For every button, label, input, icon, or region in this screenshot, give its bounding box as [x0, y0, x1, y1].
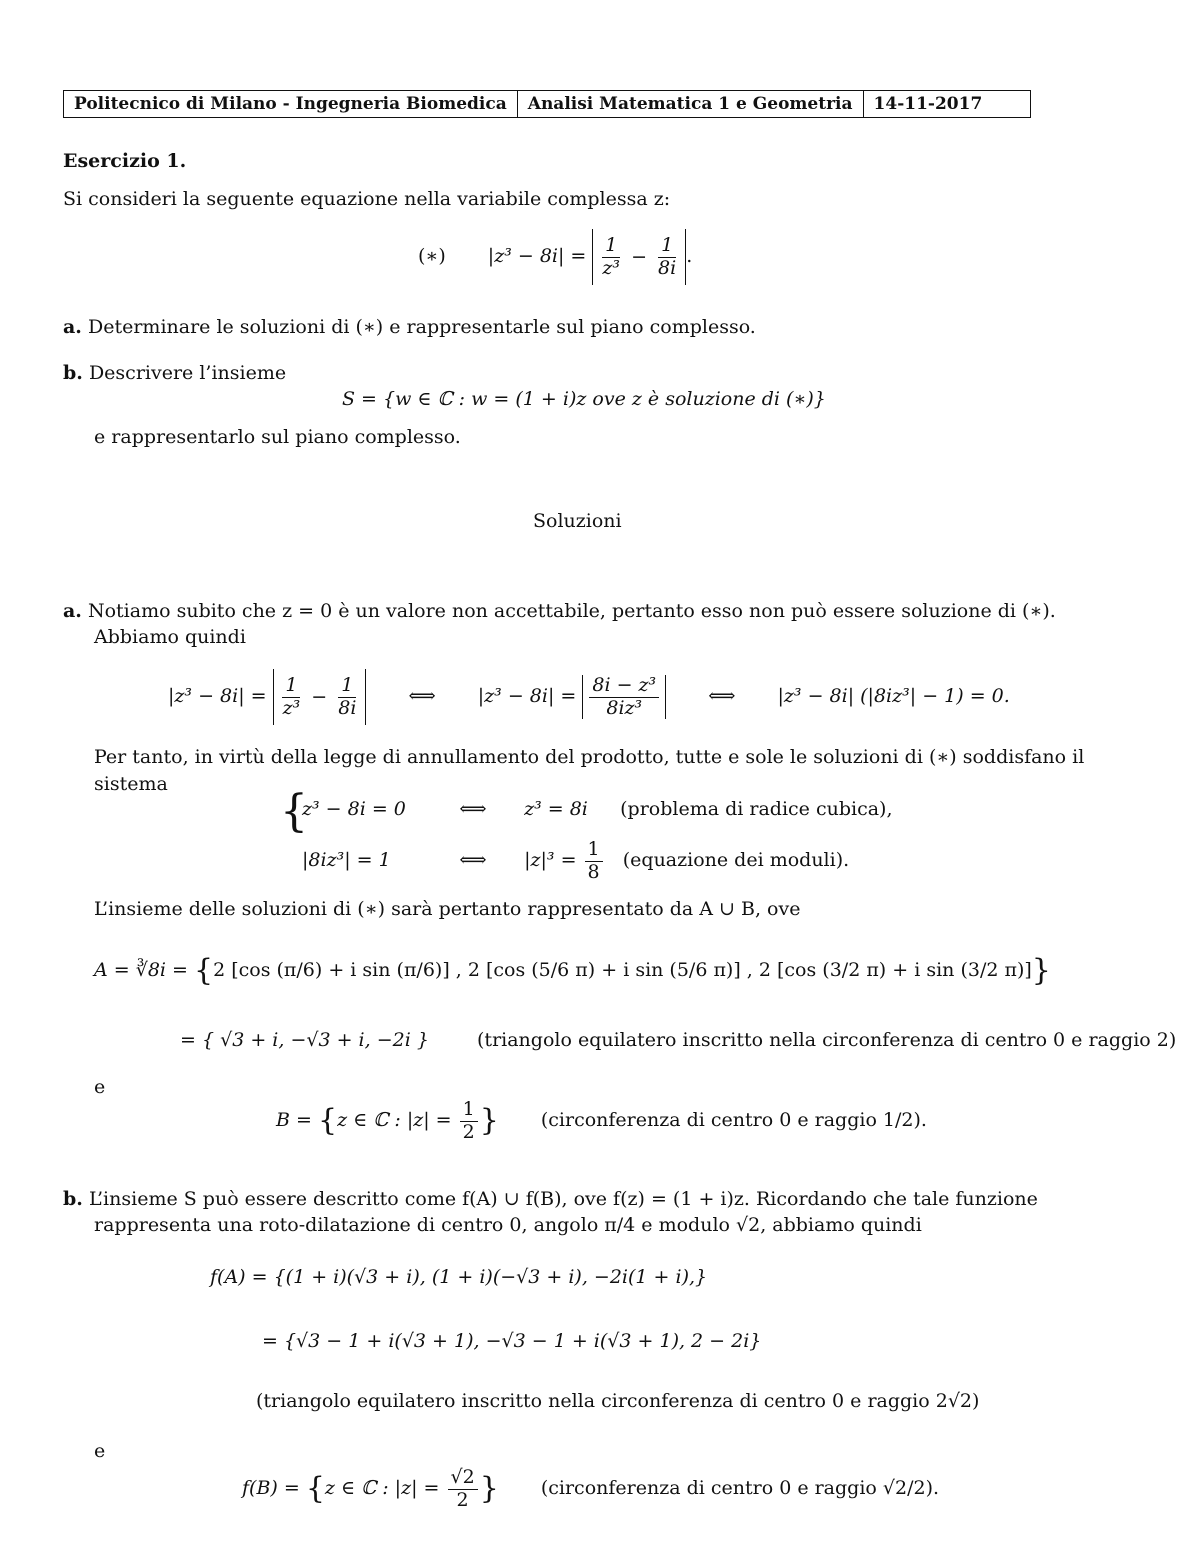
image-of-a: f(A) = {(1 + i)(√3 + i), (1 + i)(−√3 + i), −2i(1 + i),} [210, 1266, 708, 1288]
connector-e-1: e [94, 1076, 106, 1098]
part-a-text: Determinare le soluzioni di (∗) e rappresentarle sul piano complesso. [87, 316, 756, 338]
solution-a-line4: sistema [94, 773, 168, 795]
image-of-a-simplified: = {√3 − 1 + i(√3 + 1), −√3 − 1 + i(√3 + 1), 2 − 2i} [262, 1330, 762, 1352]
connector-e-2: e [94, 1440, 106, 1462]
header-date: 14-11-2017 [873, 94, 983, 114]
image-of-b: f(B) = {z ∈ ℂ : |z| = $\frac{√2}{2}$ } (circonferenza di centro 0 e raggio √2/2). [242, 1465, 940, 1511]
system-brace: { [280, 786, 308, 837]
equation-rhs-abs: $\frac{1}{\text{z³}}$ − $\frac{1}{8i}$ [592, 229, 686, 285]
solution-a-line1: a. Notiamo subito che z = 0 è un valore non accettabile, pertanto esso non può essere soluzione di (∗). [63, 600, 1056, 622]
solution-b-line2: rappresenta una roto-dilatazione di centro 0, angolo π/4 e modulo √2, abbiamo quindi [94, 1214, 922, 1236]
set-a-definition: A = ∛8i = {2 [cos (π/6) + i sin (π/6)] , 2 [cos (5/6 π) + i sin (5/6 π)] , 2 [cos (3/2 π) + i sin (3/2 π)]} [94, 953, 1051, 988]
part-b: b. Descrivere l’insieme [63, 362, 287, 384]
header-institution: Politecnico di Milano - Ingegneria Biomedica [64, 91, 518, 117]
system-row-1: z³ − 8i = 0 ⟺ z³ = 8i (problema di radice cubica), [302, 798, 893, 820]
image-of-a-note: (triangolo equilatero inscritto nella circonferenza di centro 0 e raggio 2√2) [256, 1390, 980, 1412]
part-b-text: Descrivere l’insieme [88, 362, 287, 384]
system-row-2: |8iz³| = 1 ⟺ |z|³ = $\frac{1}{8}$ (equazione dei moduli). [302, 837, 850, 883]
header-box [63, 90, 1031, 118]
solution-a-line5: L’insieme delle soluzioni di (∗) sarà pertanto rappresentato da A ∪ B, ove [94, 898, 801, 920]
solution-b-line1: b. L’insieme S può essere descritto come f(A) ∪ f(B), ove f(z) = (1 + i)z. Ricordando che tale funzione [63, 1188, 1038, 1210]
solution-a-line3: Per tanto, in virtù della legge di annullamento del prodotto, tutte e sole le soluzioni di (∗) soddisfano il [94, 746, 1085, 768]
header-course: Analisi Matematica 1 e Geometria [518, 91, 864, 117]
solutions-title: Soluzioni [533, 510, 622, 532]
part-a: a. Determinare le soluzioni di (∗) e rappresentarle sul piano complesso. [63, 316, 756, 338]
equation-chain: |z³ − 8i| = $\frac{1}{\text{z³}}$ − $\frac{1}{8i}$ ⟺ |z³ − 8i| = $\frac{\text{8i − z³}}{\text{8iz³}}$ ⟺ |z³ − 8i| (|8iz³| − 1) = 0. [168, 668, 1010, 725]
set-b-definition: B = {z ∈ ℂ : |z| = $\frac{1}{2}$ } (circonferenza di centro 0 e raggio 1/2). [276, 1097, 927, 1143]
part-b-tail: e rappresentarlo sul piano complesso. [94, 426, 461, 448]
solution-a-line2: Abbiamo quindi [94, 626, 246, 648]
exercise-intro: Si consideri la seguente equazione nella variabile complessa z: [63, 188, 671, 210]
equation-lhs: |z³ − 8i| = [487, 245, 587, 267]
exercise-title: Esercizio 1. [63, 150, 187, 172]
equation-star-label: (∗) [418, 245, 446, 267]
set-s-definition: S = {w ∈ ℂ : w = (1 + i)z ove z è soluzione di (∗)} [342, 388, 826, 410]
set-a-values: = { √3 + i, −√3 + i, −2i } (triangolo equilatero inscritto nella circonferenza di centro 0 e raggio 2) [180, 1029, 1177, 1051]
main-equation: (∗) |z³ − 8i| = $\frac{1}{\text{z³}}$ − $\frac{1}{8i}$ . [418, 228, 692, 285]
